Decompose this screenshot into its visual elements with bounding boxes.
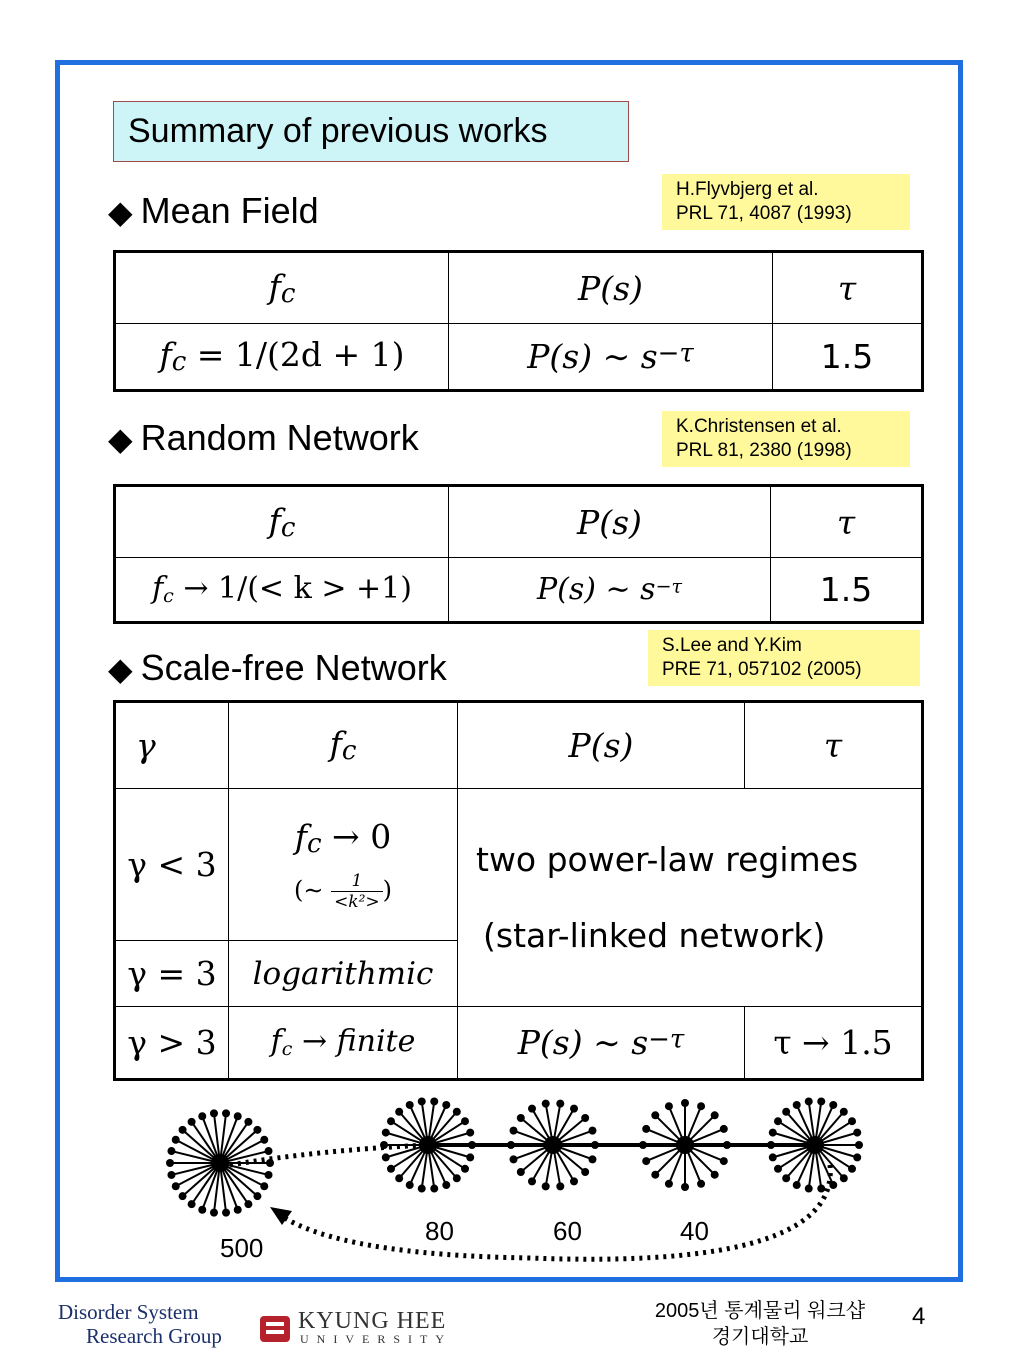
random-network-reference [662, 411, 910, 467]
tau-value: 1.5 [771, 558, 923, 623]
mean-field-reference [662, 174, 910, 230]
reference-line-2: PRL 71, 4087 (1993) [676, 203, 852, 224]
reference-line-2: PRE 71, 057102 (2005) [662, 659, 862, 680]
dsrg-logo [58, 1300, 222, 1348]
reference-line-1: K.Christensen et al. [676, 416, 842, 437]
university-word: UNIVERSITY [300, 1332, 452, 1346]
tau-header: τ [745, 702, 923, 789]
fc-value: $f_c \to 1/(< k > +1)$ [115, 558, 449, 623]
label-60: 60 [553, 1216, 582, 1246]
dsrg-logo-line-2: Research Group [86, 1324, 222, 1348]
kyung-hee-name: KYUNG HEE [298, 1308, 447, 1334]
scale-free-label: Scale-free Network [140, 647, 447, 688]
diamond-bullet-icon: ◆ [108, 194, 133, 230]
fc-header: $f_c$ [115, 486, 449, 558]
diamond-bullet-icon: ◆ [108, 421, 133, 457]
random-network-heading [108, 418, 419, 459]
tau-value: τ → 1.5 [745, 1007, 923, 1080]
table-header-row [115, 702, 923, 789]
hub-star-500 [166, 1109, 274, 1216]
fc-value: logarithmic [229, 941, 458, 1007]
ps-value: P(s) ∼ $s^{-\tau}$ [449, 324, 773, 391]
table-row [115, 1007, 923, 1080]
scale-free-table [113, 700, 924, 1081]
footer-event [620, 1298, 900, 1350]
page-number: 4 [912, 1303, 926, 1330]
mean-field-heading [108, 191, 319, 232]
gamma-header: γ [115, 702, 229, 789]
gamma-value: γ = 3 [115, 941, 229, 1007]
fc-value: $f_c$ → finite [229, 1007, 458, 1080]
event-line-2: 경기대학교 [711, 1326, 809, 1348]
slide-title: Summary of previous works [113, 101, 629, 162]
ps-header: P(s) [458, 702, 745, 789]
scale-free-heading [108, 648, 447, 689]
gamma-value: γ < 3 [115, 789, 229, 941]
star-linked-network-figure [140, 1095, 880, 1270]
ps-header: P(s) [449, 486, 771, 558]
ps-value: P(s) ∼ $s^{-\tau}$ [449, 558, 771, 623]
mean-field-table [113, 250, 924, 392]
fc-value: $f_c \to 0$ (∼ $\frac{1}{\text{<k²>}}$ ) [229, 789, 458, 941]
table-row [115, 324, 923, 391]
regime-line-2: (star-linked network) [483, 915, 826, 955]
fc-value: $f_c = 1/(2d + 1)$ [115, 324, 449, 391]
fc-approximation: (∼ $\frac{1}{\text{<k²>}}$ ) [293, 871, 393, 913]
ps-header: P(s) [449, 252, 773, 324]
fc-header: $f_c$ [115, 252, 449, 324]
diamond-bullet-icon: ◆ [108, 651, 133, 687]
university-crest-icon [258, 1310, 292, 1344]
event-line-1: 2005년 통계물리 워크샵 [654, 1300, 866, 1322]
kyung-hee-logo [258, 1308, 518, 1353]
fc-header: $f_c$ [229, 702, 458, 789]
reference-line-2: PRL 81, 2380 (1998) [676, 440, 852, 461]
scale-free-reference [648, 630, 920, 686]
dsrg-logo-line-1: Disorder System [58, 1300, 199, 1324]
label-80: 80 [425, 1216, 454, 1246]
table-row [115, 789, 923, 941]
merged-regime-cell [458, 789, 923, 1007]
random-network-table [113, 484, 924, 624]
tau-header: τ [773, 252, 923, 324]
random-network-label: Random Network [140, 417, 419, 458]
gamma-value: γ > 3 [115, 1007, 229, 1080]
tau-value: 1.5 [773, 324, 923, 391]
footer-logos [58, 1300, 478, 1355]
arrow-head-icon [270, 1207, 292, 1225]
ps-value: P(s) ∼ $s^{-\tau}$ [458, 1007, 745, 1080]
tau-header: τ [771, 486, 923, 558]
reference-line-1: H.Flyvbjerg et al. [676, 179, 819, 200]
table-header-row [115, 252, 923, 324]
reference-line-1: S.Lee and Y.Kim [662, 635, 802, 656]
table-header-row [115, 486, 923, 558]
mean-field-label: Mean Field [140, 190, 319, 231]
regime-line-1: two power-law regimes [476, 839, 859, 879]
table-row [115, 558, 923, 623]
label-500: 500 [220, 1233, 264, 1263]
label-40: 40 [680, 1216, 709, 1246]
